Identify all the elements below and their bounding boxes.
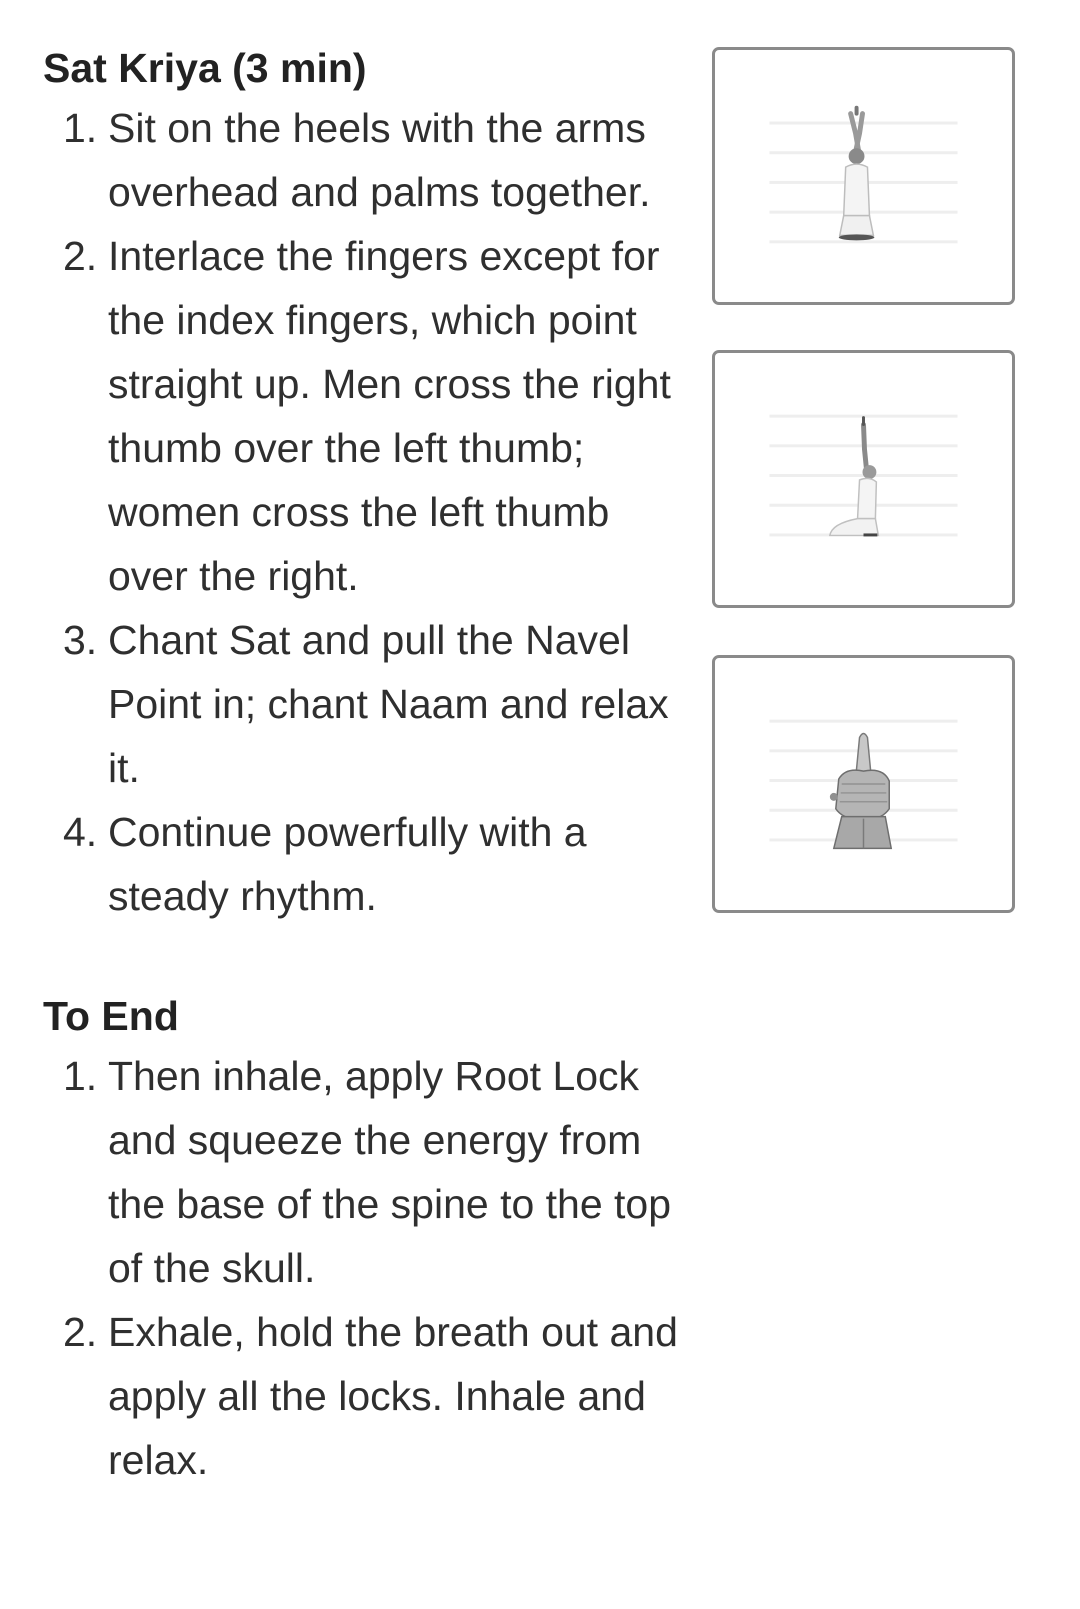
step-text: Then inhale, apply Root Lock and squeeze the energy from the base of the spine to the top of the skull. [108, 1053, 672, 1291]
steps-list-to-end [43, 1044, 683, 1492]
step-text: Interlace the fingers except for the index fingers, which point straight up. Men cross the right thumb over the left thumb; women cross the left thumb over the right. [108, 233, 671, 599]
interlaced-hands-mudra-icon [715, 658, 1012, 910]
step-number: 2. [63, 1309, 98, 1355]
step-number: 2. [63, 233, 98, 279]
step-number: 3. [63, 617, 98, 663]
list-item [43, 800, 683, 928]
section-title-to-end: To End [43, 993, 179, 1039]
pose-image-arms-overhead-front [712, 47, 1015, 305]
pose-image-arms-overhead-side [712, 350, 1015, 608]
step-text: Chant Sat and pull the Navel Point in; chant Naam and relax it. [108, 617, 669, 791]
step-number: 4. [63, 809, 98, 855]
list-item [43, 1044, 683, 1300]
step-number: 1. [63, 105, 98, 151]
step-text: Exhale, hold the breath out and apply all the locks. Inhale and relax. [108, 1309, 678, 1483]
instructions-content [43, 40, 683, 1492]
step-text: Sit on the heels with the arms overhead and palms together. [108, 105, 651, 215]
list-item [43, 608, 683, 800]
pose-image-mudra-hands [712, 655, 1015, 913]
step-number: 1. [63, 1053, 98, 1099]
person-kneeling-arms-overhead-front-icon [715, 50, 1012, 302]
person-kneeling-arms-overhead-side-icon [715, 353, 1012, 605]
list-item [43, 96, 683, 224]
list-item [43, 1300, 683, 1492]
section-to-end [43, 988, 683, 1492]
step-text: Continue powerfully with a steady rhythm. [108, 809, 587, 919]
steps-list-sat-kriya [43, 96, 683, 928]
list-item [43, 224, 683, 608]
section-title-sat-kriya: Sat Kriya (3 min) [43, 45, 367, 91]
section-sat-kriya [43, 40, 683, 928]
